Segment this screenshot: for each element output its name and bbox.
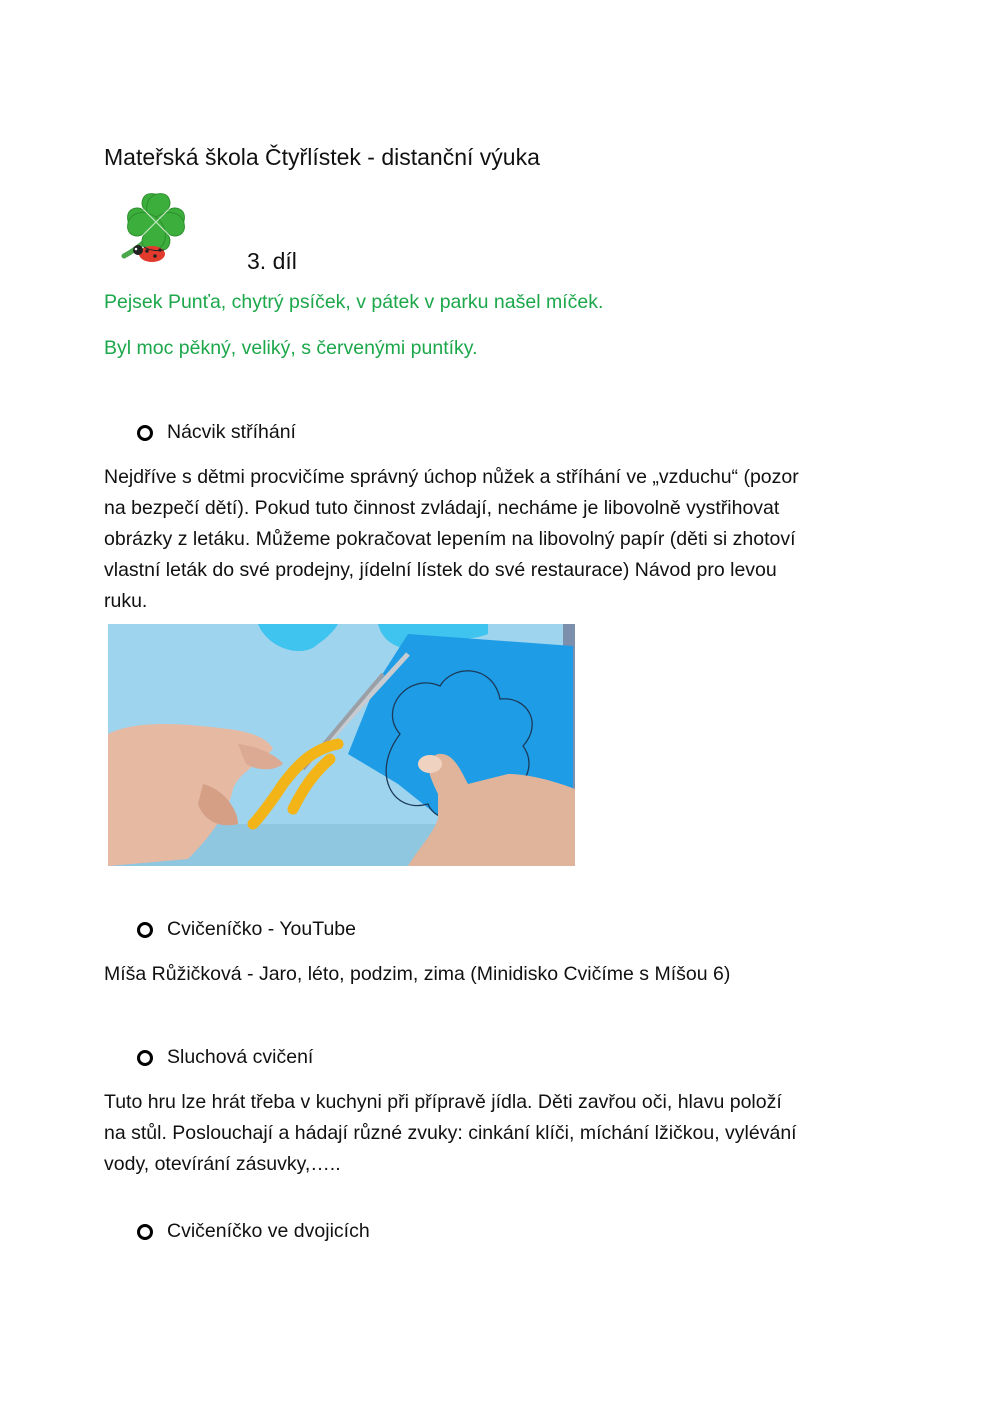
ring-bullet-icon bbox=[137, 1050, 153, 1066]
paragraph-line: Míša Růžičková - Jaro, léto, podzim, zima (Minidisko Cvičíme s Míšou 6) bbox=[104, 963, 731, 985]
paragraph-line: vody, otevírání zásuvky,….. bbox=[104, 1153, 341, 1175]
ring-bullet-icon bbox=[137, 1224, 153, 1240]
part-number: 3. díl bbox=[247, 248, 297, 274]
paragraph-line: vlastní leták do své prodejny, jídelní lístek do své restaurace) Návod pro levou bbox=[104, 559, 777, 581]
section-heading-cutting bbox=[137, 421, 296, 444]
section-heading-listening bbox=[137, 1046, 313, 1069]
section-heading-label: Cvičeníčko - YouTube bbox=[167, 918, 356, 940]
paragraph-line: na stůl. Poslouchají a hádají různé zvuky: cinkání klíči, míchání lžičkou, vylévání bbox=[104, 1122, 797, 1144]
section-paragraph-youtube bbox=[104, 959, 876, 990]
clover-ladybug-logo bbox=[116, 184, 198, 266]
section-heading-label: Nácvik stříhání bbox=[167, 421, 296, 443]
section-heading-label: Cvičeníčko ve dvojicích bbox=[167, 1220, 370, 1242]
page-title: Mateřská škola Čtyřlístek - distanční výuka bbox=[104, 144, 540, 170]
rhyme-line-1: Pejsek Punťa, chytrý psíček, v pátek v parku našel míček. bbox=[104, 291, 604, 313]
paragraph-line: Nejdříve s dětmi procvičíme správný úchop nůžek a stříhání ve „vzduchu“ (pozor bbox=[104, 466, 799, 488]
rhyme-line-2: Byl moc pěkný, veliký, s červenými puntíky. bbox=[104, 337, 478, 359]
section-paragraph-cutting bbox=[104, 462, 876, 617]
paragraph-line: obrázky z letáku. Můžeme pokračovat lepením na libovolný papír (děti si zhotoví bbox=[104, 528, 796, 550]
scissors-cutting-photo bbox=[108, 624, 575, 866]
ring-bullet-icon bbox=[137, 425, 153, 441]
ring-bullet-icon bbox=[137, 922, 153, 938]
section-heading-label: Sluchová cvičení bbox=[167, 1046, 314, 1068]
paragraph-line: Tuto hru lze hrát třeba v kuchyni při přípravě jídla. Děti zavřou oči, hlavu položí bbox=[104, 1091, 782, 1113]
section-heading-youtube bbox=[137, 918, 356, 941]
paragraph-line: na bezpečí dětí). Pokud tuto činnost zvládají, necháme je libovolně vystřihovat bbox=[104, 497, 780, 519]
section-heading-pairs bbox=[137, 1220, 370, 1243]
paragraph-line: ruku. bbox=[104, 590, 148, 612]
section-paragraph-listening bbox=[104, 1087, 876, 1180]
